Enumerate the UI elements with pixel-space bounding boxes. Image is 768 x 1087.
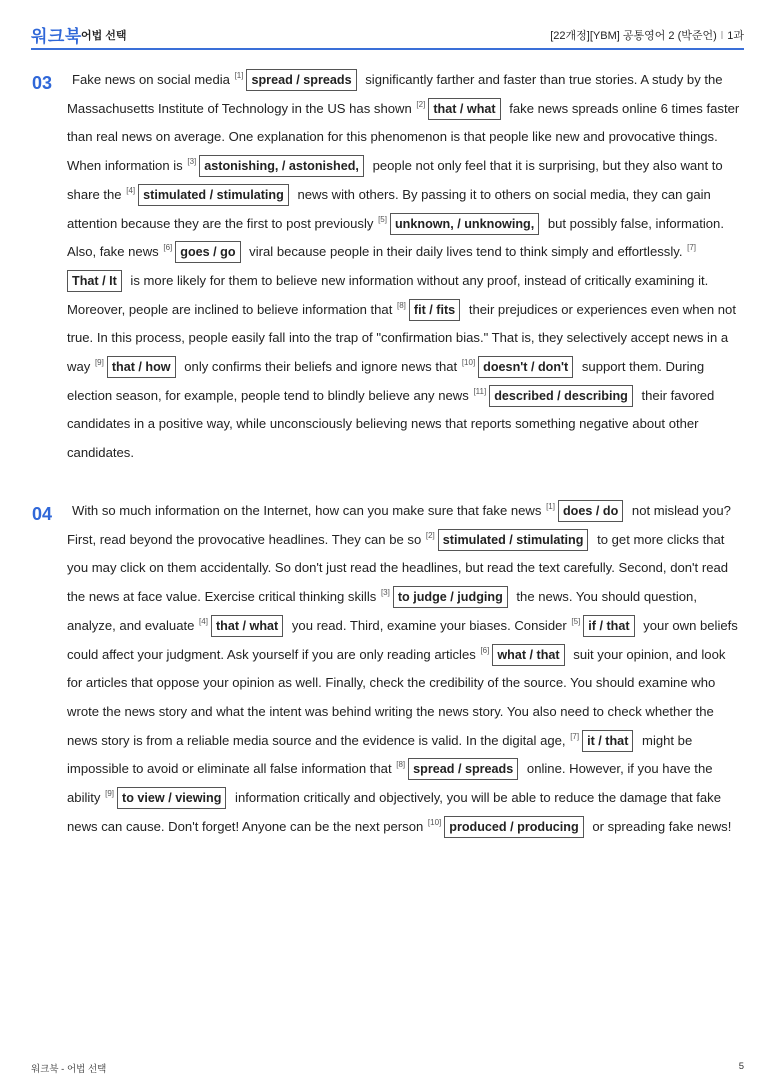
header-separator: l [720,30,724,42]
grammar-choice-box[interactable]: stimulated / stimulating [138,184,289,206]
text-segment: news with others. By passing it to others on social media, they can gain attention because they are the first to post previously [67,186,711,231]
text-segment: your own beliefs could affect your judgment. Ask yourself if you are only reading articles [67,617,738,662]
question-number: 03 [32,73,53,93]
text-segment: people not only feel that it is surprising, but they also want to share the [67,158,723,202]
blank-number: [9] [105,789,115,799]
grammar-choice-box[interactable]: spread / spreads [246,69,356,91]
blank-number: [2] [425,530,435,540]
blank-number: [7] [570,731,580,741]
text-segment: With so much information on the Internet, how can you make sure that fake news [72,503,542,518]
blank-number: [4] [126,185,136,195]
text-segment: suit your opinion, and look for articles that oppose your opinion as well. Finally, check the credibility of the source. You should examine who wrote the news story and what the intent was behind writing the news story. You also need to check whether the news story is from a reliable media source and the evidence is valid. In the digital age, [67,646,726,748]
grammar-choice-box[interactable]: that / what [428,98,500,120]
text-segment: only confirms their beliefs and ignore news that [184,359,458,375]
grammar-choice-box[interactable]: to view / viewing [117,787,226,809]
text-segment: significantly farther and faster than true stories. A study by the Massachusetts Institute of Technology in the US has shown [67,72,723,116]
grammar-choice-box[interactable]: doesn't / don't [478,356,573,378]
text-segment: not mislead you? First, read beyond the provocative headlines. They can be so [67,503,731,547]
grammar-choice-box[interactable]: astonishing, / astonished, [199,155,364,177]
text-segment: or spreading fake news! [592,818,732,834]
grammar-choice-box[interactable]: what / that [492,644,564,666]
blank-number: [3] [380,588,390,598]
blank-number: [8] [396,760,406,770]
blank-number: [5] [378,214,387,224]
blank-number: [6] [163,243,173,253]
grammar-choice-box[interactable]: fit / fits [409,299,460,321]
text-segment: fake news spreads online 6 times faster than real news on average. One explanation for this phenomenon is that people like new and provocative things. When information is [67,100,740,174]
text-segment: might be impossible to avoid or eliminate all false information that [67,732,693,777]
blank-number: [8] [397,300,406,310]
course-info [550,27,744,43]
text-segment: online. However, if you have the ability [67,761,713,806]
question-number: 04 [32,504,53,524]
text-segment: their favored candidates in a positive way, while unconsciously believing news that reports something negative about other candidates. [67,387,715,461]
text-segment: their prejudices or experiences even when not true. In this process, people easily fall into the trap of "confirmation bias." That is, they selectively accept news in a way [67,301,736,375]
page-number: 5 [738,1061,744,1072]
blank-number: [11] [473,386,487,396]
blank-number: [1] [546,502,555,511]
brand-title: 워크북 [31,27,82,46]
course-title: [22개정][YBM] 공통영어 2 (박준언) [550,30,717,42]
passage-text [67,66,743,468]
blank-number: [5] [571,616,581,626]
lesson-label: 1과 [727,30,744,42]
blank-number: [6] [480,645,490,655]
grammar-choice-box[interactable]: that / what [211,615,283,637]
text-segment: you read. Third, examine your biases. Consider [291,617,567,633]
blank-number: [3] [187,157,197,167]
grammar-choice-box[interactable]: unknown, / unknowing, [390,213,539,235]
text-segment: Fake news on social media [72,72,230,87]
grammar-choice-box[interactable]: That / It [67,270,122,292]
text-segment: is more likely for them to believe new information without any proof, instead of critically examining it. Moreover, people are inclined to believe information that [67,272,709,317]
grammar-choice-box[interactable]: produced / producing [444,816,583,838]
text-segment: but possibly false, information. Also, fake news [67,215,724,260]
text-segment: the news. You should question, analyze, and evaluate [67,589,697,633]
text-segment: support them. During election season, for example, people tend to blindly believe any news [67,359,705,403]
blank-number: [4] [199,616,208,626]
blank-number: [9] [94,358,104,368]
grammar-choice-box[interactable]: stimulated / stimulating [438,529,589,551]
grammar-choice-box[interactable]: goes / go [175,241,240,263]
grammar-choice-box[interactable]: if / that [583,615,634,637]
blank-number: [7] [687,243,697,253]
text-segment: information critically and objectively, you will be able to reduce the damage that fake news can cause. Don't forget! Anyone can be the next person [67,790,721,834]
grammar-choice-box[interactable]: it / that [582,730,633,752]
grammar-choice-box[interactable]: that / how [107,356,176,378]
page-footer [31,1061,744,1075]
grammar-choice-box[interactable]: described / describing [489,385,633,407]
grammar-choice-box[interactable]: spread / spreads [408,758,518,780]
worksheet-type: 어법 선택 [81,30,127,42]
footer-label: 워크북 - 어법 선택 [31,1064,107,1075]
blank-number: [1] [234,71,244,80]
blank-number: [10] [461,358,476,368]
passage-text [67,497,743,841]
text-segment: viral because people in their daily lives tend to think simply and effortlessly. [249,244,683,260]
text-segment: to get more clicks that you may click on them accidentally. So don't just read the headlines, but read the text carefully. Second, don't read the news at face value. Exercise critical thinking skills [67,531,729,605]
grammar-choice-box[interactable]: does / do [558,500,623,522]
page-header [31,22,744,50]
blank-number: [2] [416,99,426,109]
blank-number: [10] [427,817,442,827]
grammar-choice-box[interactable]: to judge / judging [393,586,508,608]
